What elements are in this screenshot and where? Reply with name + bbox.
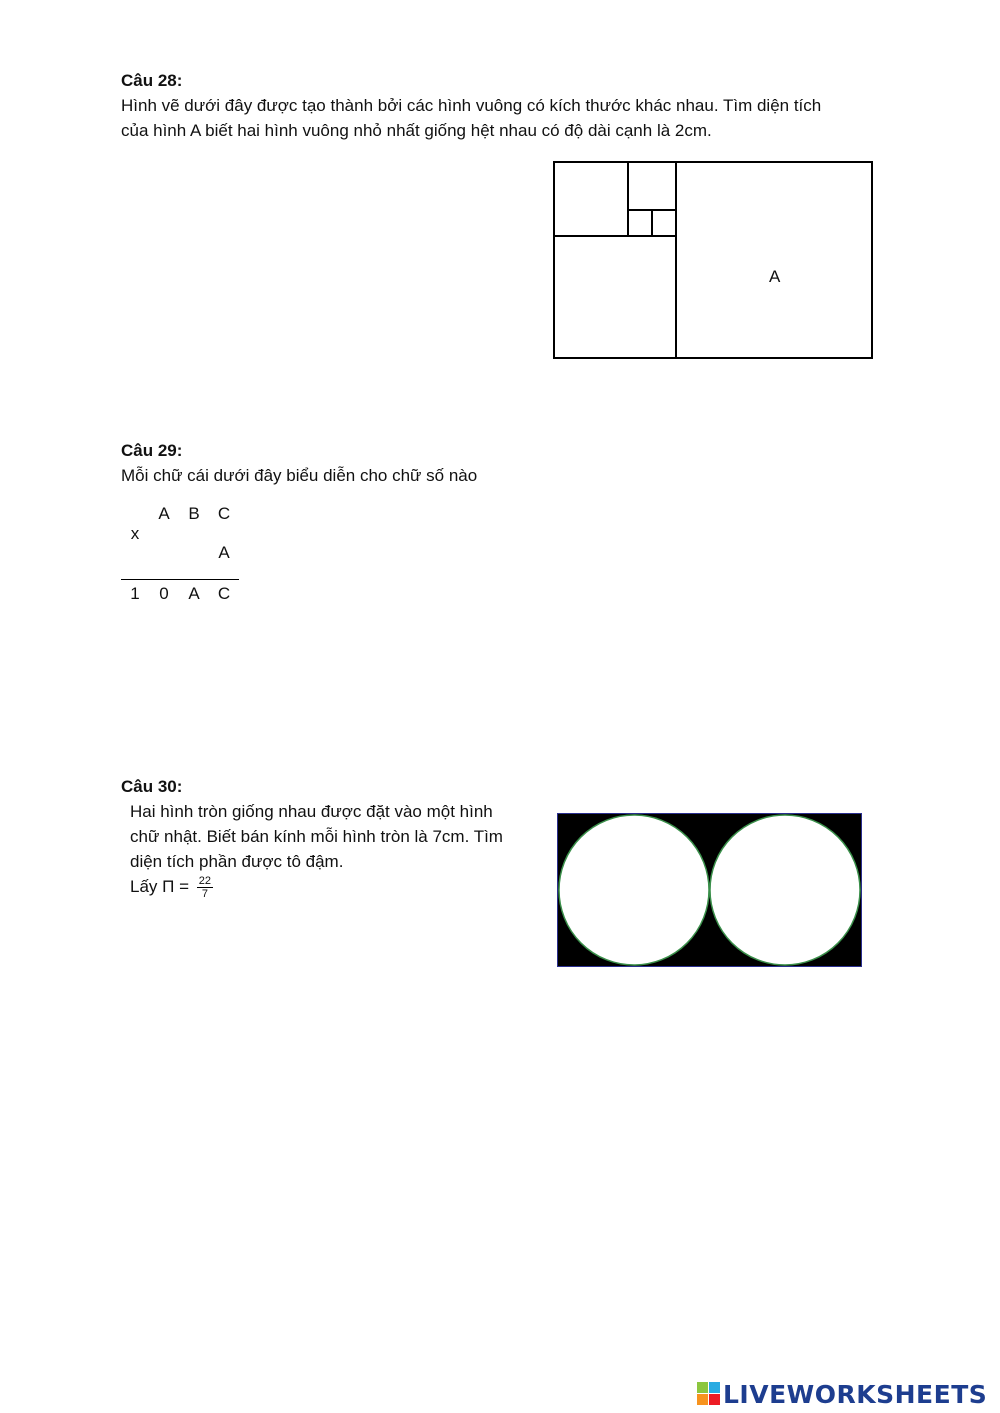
square-a-label: A (769, 267, 781, 286)
row2-digit-a: A (218, 543, 230, 562)
logo-tiles-icon (697, 1382, 721, 1406)
result-digit-1: 1 (130, 584, 140, 603)
operator-x: x (130, 524, 140, 543)
row1-digit-c: C (217, 504, 231, 523)
q29-text (121, 463, 477, 488)
q30-line-1: Hai hình tròn giống nhau được đặt vào một hình (130, 802, 493, 821)
square-top-left (553, 161, 629, 237)
square-top-middle (627, 161, 677, 211)
logo-tile-blue (709, 1382, 720, 1393)
squares-figure (553, 161, 873, 359)
q30-text (130, 799, 503, 900)
circles-figure (557, 813, 862, 967)
q28-title: Câu 28: (121, 71, 183, 90)
q30-title: Câu 30: (121, 777, 183, 796)
circle-right (710, 815, 860, 965)
q28-line-2: của hình A biết hai hình vuông nhỏ nhất giống hệt nhau có độ dài cạnh là 2cm. (121, 121, 712, 140)
result-digit-0: 0 (159, 584, 169, 603)
result-digit-c: C (217, 584, 231, 603)
pi-fraction (197, 875, 213, 900)
square-a (675, 161, 873, 359)
pi-denominator: 7 (201, 888, 208, 901)
pi-prefix: Lấy Π = (130, 877, 190, 896)
q29-line-1: Mỗi chữ cái dưới đây biểu diễn cho chữ số nào (121, 466, 478, 485)
q30-line-2: chữ nhật. Biết bán kính mỗi hình tròn là 7cm. Tìm (130, 827, 503, 846)
q28-text (121, 93, 821, 143)
square-smallest-left (627, 209, 653, 237)
pi-numerator: 22 (198, 875, 212, 888)
row1-digit-a: A (158, 504, 170, 523)
logo-tile-orange (697, 1394, 708, 1405)
sum-line (121, 579, 239, 580)
q30-line-3: diện tích phần được tô đậm. (130, 852, 344, 871)
multiplication-puzzle (118, 500, 248, 610)
row1-digit-b: B (188, 504, 200, 523)
circle-left (559, 815, 709, 965)
logo-tile-green (697, 1382, 708, 1393)
logo-tile-red (709, 1394, 720, 1405)
q28-line-1: Hình vẽ dưới đây được tạo thành bởi các hình vuông có kích thước khác nhau. Tìm diện tích (121, 96, 822, 115)
result-digit-a: A (188, 584, 200, 603)
square-smallest-right (651, 209, 677, 237)
pi-note (130, 874, 503, 900)
liveworksheets-logo (697, 1376, 987, 1412)
logo-text: LIVEWORKSHEETS (723, 1379, 988, 1409)
q29-title: Câu 29: (121, 441, 183, 460)
square-bottom-left (553, 235, 677, 359)
